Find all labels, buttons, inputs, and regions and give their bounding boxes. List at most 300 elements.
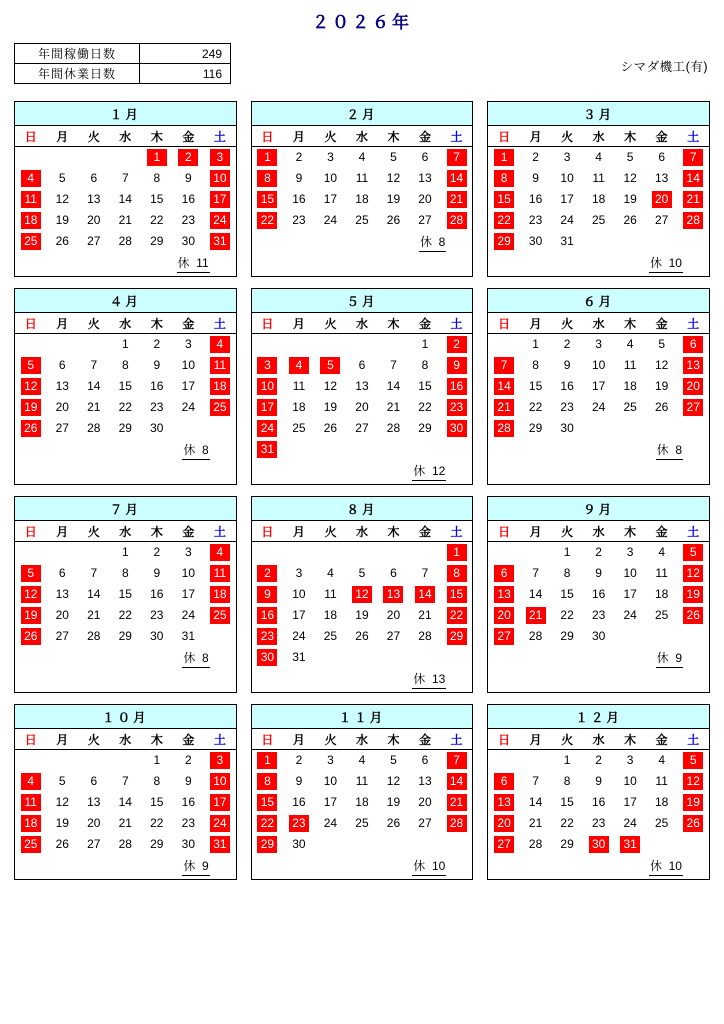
weekday-label: 月 bbox=[283, 729, 315, 750]
day-number: 4 bbox=[358, 150, 366, 164]
weekday-row bbox=[252, 126, 473, 147]
day-cell bbox=[409, 542, 441, 564]
day-cell bbox=[252, 334, 284, 356]
day-number-holiday: 11 bbox=[21, 794, 41, 811]
day-number: 9 bbox=[184, 171, 192, 185]
day-cell bbox=[646, 334, 678, 356]
day-number: 9 bbox=[153, 358, 161, 372]
day-number-holiday: 25 bbox=[210, 607, 230, 624]
weekday-label: 土 bbox=[677, 521, 709, 542]
day-number-holiday: 15 bbox=[257, 794, 277, 811]
day-number-holiday: 3 bbox=[210, 149, 230, 166]
day-cell bbox=[488, 334, 520, 356]
day-number-holiday: 15 bbox=[257, 191, 277, 208]
weekday-label: 火 bbox=[78, 729, 110, 750]
day-number: 25 bbox=[654, 816, 669, 830]
week-row bbox=[15, 750, 236, 772]
day-number: 3 bbox=[327, 753, 334, 767]
day-cell bbox=[204, 813, 236, 834]
day-cell bbox=[346, 355, 378, 376]
day-cell bbox=[646, 584, 678, 605]
day-number: 7 bbox=[532, 774, 539, 788]
day-number: 27 bbox=[654, 213, 669, 227]
day-cell bbox=[409, 605, 441, 626]
weekday-label: 水 bbox=[346, 126, 378, 147]
day-cell bbox=[646, 418, 678, 439]
day-cell bbox=[110, 168, 142, 189]
day-number: 17 bbox=[181, 587, 195, 601]
day-number: 1 bbox=[153, 753, 161, 767]
day-number-holiday: 16 bbox=[257, 607, 277, 624]
day-number-holiday: 1 bbox=[257, 149, 277, 166]
day-number: 13 bbox=[355, 379, 369, 393]
day-cell bbox=[283, 605, 315, 626]
day-number: 24 bbox=[181, 400, 195, 414]
day-number: 14 bbox=[87, 379, 101, 393]
day-cell bbox=[173, 563, 205, 584]
week-row bbox=[15, 355, 236, 376]
weekday-row bbox=[252, 521, 473, 542]
month-title: ７月 bbox=[15, 497, 236, 521]
day-cell bbox=[646, 542, 678, 564]
day-number-holiday: 4 bbox=[289, 357, 309, 374]
month-block bbox=[251, 288, 474, 485]
day-cell bbox=[441, 418, 473, 439]
day-number-holiday: 22 bbox=[257, 212, 277, 229]
day-number: 26 bbox=[386, 213, 401, 227]
day-number-holiday: 18 bbox=[210, 378, 230, 395]
day-number: 1 bbox=[532, 337, 539, 351]
weekday-label: 水 bbox=[583, 126, 615, 147]
day-cell bbox=[520, 210, 552, 231]
day-number: 3 bbox=[563, 150, 571, 164]
month-calendar-table bbox=[252, 521, 473, 668]
weekday-label: 金 bbox=[646, 126, 678, 147]
day-number-holiday: 27 bbox=[494, 836, 514, 853]
day-cell bbox=[646, 168, 678, 189]
day-number: 11 bbox=[324, 587, 337, 601]
day-cell bbox=[15, 231, 47, 252]
day-number: 13 bbox=[87, 795, 101, 809]
day-number-holiday: 16 bbox=[447, 378, 467, 395]
weekday-label: 水 bbox=[110, 729, 142, 750]
month-days-body bbox=[15, 334, 236, 440]
day-cell bbox=[520, 418, 552, 439]
day-cell bbox=[173, 750, 205, 772]
week-row bbox=[488, 771, 709, 792]
weekday-header bbox=[252, 126, 473, 147]
weekday-label: 月 bbox=[47, 313, 79, 334]
day-number: 13 bbox=[418, 774, 432, 788]
month-calendar-table bbox=[15, 313, 236, 439]
day-cell bbox=[78, 813, 110, 834]
day-number-holiday: 25 bbox=[21, 836, 41, 853]
day-number: 28 bbox=[418, 629, 432, 643]
day-cell bbox=[520, 189, 552, 210]
month-rest-count: 休 9 bbox=[182, 857, 209, 876]
day-number: 20 bbox=[87, 213, 101, 227]
day-cell bbox=[252, 792, 284, 813]
day-cell bbox=[141, 231, 173, 252]
day-cell bbox=[283, 376, 315, 397]
day-cell bbox=[520, 771, 552, 792]
day-number: 27 bbox=[386, 629, 401, 643]
week-row bbox=[252, 355, 473, 376]
day-cell bbox=[252, 439, 284, 460]
day-cell bbox=[283, 563, 315, 584]
day-cell bbox=[47, 355, 79, 376]
day-cell bbox=[15, 168, 47, 189]
day-cell bbox=[441, 626, 473, 647]
day-number: 16 bbox=[150, 587, 164, 601]
day-cell bbox=[283, 334, 315, 356]
week-row bbox=[252, 147, 473, 169]
weekday-label: 木 bbox=[141, 521, 173, 542]
day-number: 12 bbox=[55, 795, 69, 809]
weekday-label: 水 bbox=[110, 126, 142, 147]
day-cell bbox=[204, 542, 236, 564]
day-number: 17 bbox=[623, 587, 637, 601]
day-cell bbox=[141, 792, 173, 813]
day-number: 30 bbox=[292, 837, 306, 851]
day-cell bbox=[551, 168, 583, 189]
day-cell bbox=[204, 210, 236, 231]
day-cell bbox=[441, 647, 473, 668]
day-cell bbox=[488, 834, 520, 855]
day-number: 16 bbox=[150, 379, 164, 393]
day-cell bbox=[646, 750, 678, 772]
day-cell bbox=[551, 792, 583, 813]
day-number-holiday: 4 bbox=[210, 544, 230, 561]
week-row bbox=[252, 626, 473, 647]
day-cell bbox=[378, 647, 410, 668]
day-cell bbox=[346, 376, 378, 397]
day-cell bbox=[346, 771, 378, 792]
weekday-header bbox=[488, 729, 709, 750]
day-cell bbox=[15, 834, 47, 855]
day-number: 28 bbox=[87, 421, 101, 435]
day-cell bbox=[78, 376, 110, 397]
day-cell bbox=[15, 542, 47, 564]
day-cell bbox=[78, 355, 110, 376]
day-number: 20 bbox=[55, 400, 69, 414]
weekday-row bbox=[252, 313, 473, 334]
week-row bbox=[488, 231, 709, 252]
week-row bbox=[252, 792, 473, 813]
day-number-holiday: 7 bbox=[447, 752, 467, 769]
day-number: 9 bbox=[595, 566, 602, 580]
day-number: 29 bbox=[150, 837, 164, 851]
week-row bbox=[488, 605, 709, 626]
month-calendar-table bbox=[488, 521, 709, 647]
day-cell bbox=[520, 563, 552, 584]
day-cell bbox=[315, 355, 347, 376]
day-cell bbox=[520, 750, 552, 772]
week-row bbox=[488, 189, 709, 210]
day-cell bbox=[15, 189, 47, 210]
day-number-holiday: 28 bbox=[683, 212, 703, 229]
month-block bbox=[14, 288, 237, 485]
month-block bbox=[251, 101, 474, 277]
day-cell bbox=[583, 834, 615, 855]
weekday-header bbox=[488, 313, 709, 334]
day-number: 20 bbox=[355, 400, 369, 414]
day-number-holiday: 26 bbox=[683, 607, 703, 624]
day-cell bbox=[646, 792, 678, 813]
day-cell bbox=[252, 647, 284, 668]
day-cell bbox=[551, 813, 583, 834]
day-number: 27 bbox=[418, 213, 432, 227]
month-title: ２月 bbox=[252, 102, 473, 126]
day-cell bbox=[551, 605, 583, 626]
day-cell bbox=[283, 542, 315, 564]
day-cell bbox=[646, 231, 678, 252]
week-row bbox=[488, 750, 709, 772]
week-row bbox=[15, 231, 236, 252]
weekday-label: 木 bbox=[141, 313, 173, 334]
day-number-holiday: 7 bbox=[494, 357, 514, 374]
weekday-label: 金 bbox=[173, 126, 205, 147]
day-number: 28 bbox=[118, 837, 132, 851]
day-number: 28 bbox=[87, 629, 101, 643]
day-number: 6 bbox=[58, 358, 66, 372]
month-block bbox=[487, 496, 710, 693]
day-cell bbox=[110, 147, 142, 169]
day-number-holiday: 13 bbox=[494, 794, 514, 811]
day-number-holiday: 14 bbox=[447, 170, 467, 187]
day-number: 22 bbox=[418, 400, 432, 414]
day-cell bbox=[583, 584, 615, 605]
day-number: 5 bbox=[390, 150, 397, 164]
day-number: 22 bbox=[560, 608, 574, 622]
weekday-header bbox=[252, 313, 473, 334]
day-number-holiday: 8 bbox=[257, 170, 277, 187]
day-cell bbox=[346, 563, 378, 584]
day-cell bbox=[173, 542, 205, 564]
day-number: 5 bbox=[658, 337, 665, 351]
day-cell bbox=[409, 647, 441, 668]
day-cell bbox=[315, 168, 347, 189]
day-number: 31 bbox=[181, 629, 195, 643]
day-number-holiday: 20 bbox=[494, 607, 514, 624]
day-cell bbox=[315, 542, 347, 564]
month-days-body bbox=[488, 750, 709, 856]
day-number: 15 bbox=[150, 192, 164, 206]
day-cell bbox=[252, 563, 284, 584]
day-cell bbox=[110, 626, 142, 647]
day-number: 5 bbox=[58, 171, 66, 185]
day-number-holiday: 18 bbox=[21, 212, 41, 229]
day-number: 6 bbox=[90, 171, 98, 185]
day-cell bbox=[204, 231, 236, 252]
day-number: 9 bbox=[153, 566, 161, 580]
day-number-holiday: 14 bbox=[447, 773, 467, 790]
day-cell bbox=[110, 355, 142, 376]
month-block bbox=[251, 496, 474, 693]
day-cell bbox=[378, 771, 410, 792]
day-cell bbox=[15, 376, 47, 397]
day-number: 28 bbox=[386, 421, 401, 435]
summary-area bbox=[14, 43, 710, 91]
page-title: ２０２６年 bbox=[312, 13, 412, 32]
day-number-holiday: 12 bbox=[352, 586, 372, 603]
day-cell bbox=[283, 584, 315, 605]
day-number-holiday: 22 bbox=[494, 212, 514, 229]
week-row bbox=[488, 168, 709, 189]
day-number-holiday: 19 bbox=[683, 586, 703, 603]
day-number-holiday: 12 bbox=[21, 378, 41, 395]
day-cell bbox=[614, 355, 646, 376]
day-cell bbox=[378, 147, 410, 169]
weekday-label: 土 bbox=[204, 313, 236, 334]
day-number: 25 bbox=[292, 421, 306, 435]
day-cell bbox=[252, 147, 284, 169]
day-cell bbox=[141, 750, 173, 772]
day-cell bbox=[677, 584, 709, 605]
day-cell bbox=[409, 334, 441, 356]
week-row bbox=[252, 189, 473, 210]
day-cell bbox=[78, 397, 110, 418]
day-number: 3 bbox=[626, 545, 634, 559]
day-number-holiday: 10 bbox=[257, 378, 277, 395]
day-cell bbox=[141, 813, 173, 834]
day-cell bbox=[78, 210, 110, 231]
day-number: 9 bbox=[295, 171, 303, 185]
month-footer bbox=[15, 439, 236, 463]
month-rest-count: 休 11 bbox=[177, 254, 210, 273]
day-number-holiday: 10 bbox=[210, 170, 230, 187]
week-row bbox=[15, 147, 236, 169]
day-cell bbox=[378, 605, 410, 626]
day-cell bbox=[583, 231, 615, 252]
day-number: 3 bbox=[327, 150, 334, 164]
weekday-row bbox=[488, 126, 709, 147]
day-number: 25 bbox=[654, 608, 669, 622]
day-number: 16 bbox=[181, 795, 195, 809]
day-number: 29 bbox=[560, 629, 574, 643]
day-cell bbox=[488, 813, 520, 834]
day-number: 21 bbox=[118, 816, 132, 830]
day-number: 2 bbox=[563, 337, 571, 351]
day-cell bbox=[173, 771, 205, 792]
day-cell bbox=[551, 189, 583, 210]
day-cell bbox=[488, 792, 520, 813]
day-number: 27 bbox=[355, 421, 369, 435]
day-cell bbox=[173, 397, 205, 418]
day-cell bbox=[315, 834, 347, 855]
day-number: 25 bbox=[623, 400, 637, 414]
day-number-holiday: 22 bbox=[447, 607, 467, 624]
day-number-holiday: 27 bbox=[494, 628, 514, 645]
weekday-label: 日 bbox=[488, 126, 520, 147]
day-cell bbox=[252, 626, 284, 647]
day-cell bbox=[346, 584, 378, 605]
day-cell bbox=[677, 605, 709, 626]
day-cell bbox=[441, 605, 473, 626]
day-cell bbox=[378, 355, 410, 376]
weekday-label: 土 bbox=[677, 729, 709, 750]
day-cell bbox=[409, 584, 441, 605]
day-cell bbox=[173, 418, 205, 439]
day-number-holiday: 20 bbox=[494, 815, 514, 832]
day-cell bbox=[583, 355, 615, 376]
day-cell bbox=[110, 231, 142, 252]
month-footer bbox=[252, 855, 473, 879]
weekday-label: 火 bbox=[315, 126, 347, 147]
weekday-label: 土 bbox=[441, 126, 473, 147]
day-number-holiday: 2 bbox=[447, 336, 467, 353]
weekday-label: 木 bbox=[378, 521, 410, 542]
day-cell bbox=[346, 626, 378, 647]
day-cell bbox=[252, 168, 284, 189]
weekday-label: 木 bbox=[614, 521, 646, 542]
weekday-label: 月 bbox=[47, 729, 79, 750]
month-calendar-table bbox=[488, 126, 709, 252]
day-cell bbox=[378, 834, 410, 855]
day-cell bbox=[520, 231, 552, 252]
day-cell bbox=[583, 397, 615, 418]
week-row bbox=[488, 418, 709, 439]
day-number: 26 bbox=[386, 816, 401, 830]
weekday-label: 木 bbox=[378, 313, 410, 334]
day-cell bbox=[551, 210, 583, 231]
month-title: １０月 bbox=[15, 705, 236, 729]
day-cell bbox=[583, 792, 615, 813]
day-cell bbox=[646, 605, 678, 626]
day-number: 8 bbox=[153, 171, 161, 185]
day-number: 20 bbox=[418, 795, 432, 809]
week-row bbox=[252, 397, 473, 418]
day-number-holiday: 4 bbox=[21, 170, 41, 187]
day-number-holiday: 21 bbox=[447, 794, 467, 811]
day-number: 11 bbox=[355, 774, 369, 788]
day-number-holiday: 26 bbox=[683, 815, 703, 832]
day-number-holiday: 30 bbox=[257, 649, 277, 666]
day-cell bbox=[204, 792, 236, 813]
day-number-holiday: 9 bbox=[447, 357, 467, 374]
weekday-label: 月 bbox=[283, 521, 315, 542]
day-cell bbox=[583, 813, 615, 834]
day-cell bbox=[346, 168, 378, 189]
month-calendar-table bbox=[252, 729, 473, 855]
day-cell bbox=[283, 647, 315, 668]
day-cell bbox=[173, 210, 205, 231]
day-cell bbox=[583, 750, 615, 772]
day-cell bbox=[283, 355, 315, 376]
weekday-label: 日 bbox=[488, 729, 520, 750]
weekday-row bbox=[488, 521, 709, 542]
day-cell bbox=[173, 626, 205, 647]
day-cell bbox=[204, 605, 236, 626]
day-number-holiday: 4 bbox=[21, 773, 41, 790]
day-cell bbox=[646, 147, 678, 169]
day-number: 7 bbox=[390, 358, 397, 372]
day-cell bbox=[173, 792, 205, 813]
day-cell bbox=[441, 147, 473, 169]
day-cell bbox=[47, 231, 79, 252]
day-cell bbox=[15, 397, 47, 418]
day-cell bbox=[110, 397, 142, 418]
day-number: 4 bbox=[358, 753, 366, 767]
week-row bbox=[488, 626, 709, 647]
day-cell bbox=[204, 834, 236, 855]
day-number-holiday: 1 bbox=[147, 149, 167, 166]
month-calendar-table bbox=[488, 313, 709, 439]
day-number: 25 bbox=[355, 816, 369, 830]
day-number: 2 bbox=[295, 150, 303, 164]
day-number: 19 bbox=[323, 400, 338, 414]
day-cell bbox=[441, 584, 473, 605]
